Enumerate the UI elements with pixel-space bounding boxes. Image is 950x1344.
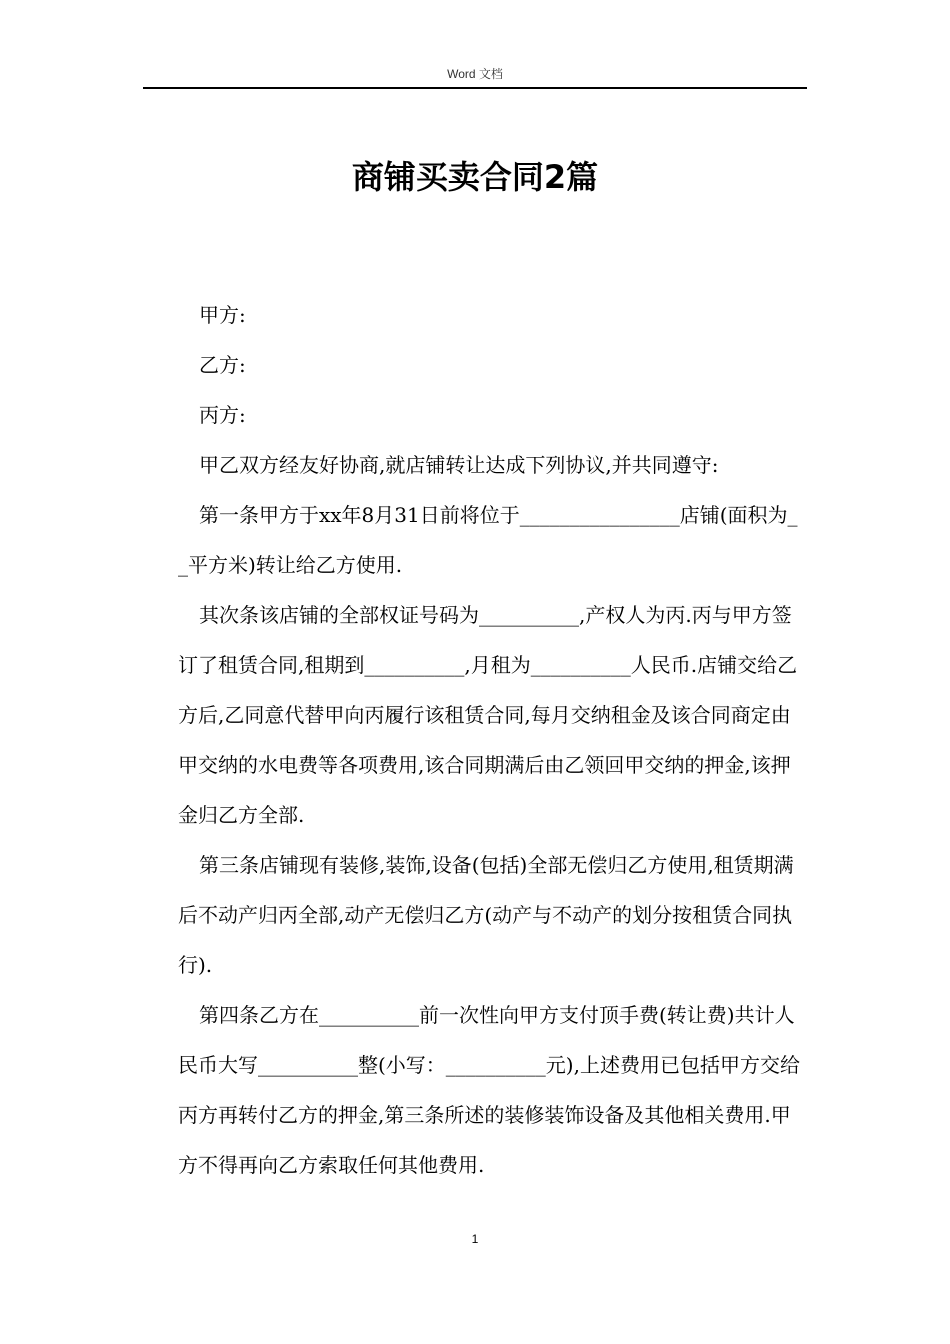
- preamble-paragraph: 甲乙双方经友好协商,就店铺转让达成下列协议,并共同遵守:: [199, 453, 719, 477]
- header-divider: [143, 87, 807, 89]
- article-2-paragraph: 其次条该店铺的全部权证号码为__________,产权人为丙.丙与甲方签订了租赁合同,租期到__________,月租为__________人民币.店铺交给乙方后,乙同意代替甲向丙履行该租赁合同,每月交纳租金及该合同商定由甲交纳的水电费等各项费用,该合同期满后由乙领回甲交纳的押金,该押金归乙方全部.: [178, 603, 798, 827]
- party-a-line: 甲方:: [199, 303, 246, 327]
- document-body: [178, 290, 800, 1190]
- article-4-paragraph: 第四条乙方在__________前一次性向甲方支付顶手费(转让费)共计人民币大写__________整(小写：__________元),上述费用已包括甲方交给丙方再转付乙方的押金,第三条所述的装修装饰设备及其他相关费用.甲方不得再向乙方索取任何其他费用.: [178, 1003, 800, 1177]
- document-title: 商铺买卖合同2篇: [351, 158, 599, 196]
- article-1-paragraph: 第一条甲方于xx年8月31日前将位于________________店铺(面积为__平方米)转让给乙方使用.: [178, 503, 798, 577]
- article-3-paragraph: 第三条店铺现有装修,装饰,设备(包括)全部无偿归乙方使用,租赁期满后不动产归丙全部,动产无偿归乙方(动产与不动产的划分按租赁合同执行).: [178, 853, 794, 977]
- page-header: Word 文档: [447, 67, 503, 81]
- page-number: 1: [471, 1232, 479, 1246]
- party-b-line: 乙方:: [199, 353, 246, 377]
- party-c-line: 丙方:: [199, 403, 246, 427]
